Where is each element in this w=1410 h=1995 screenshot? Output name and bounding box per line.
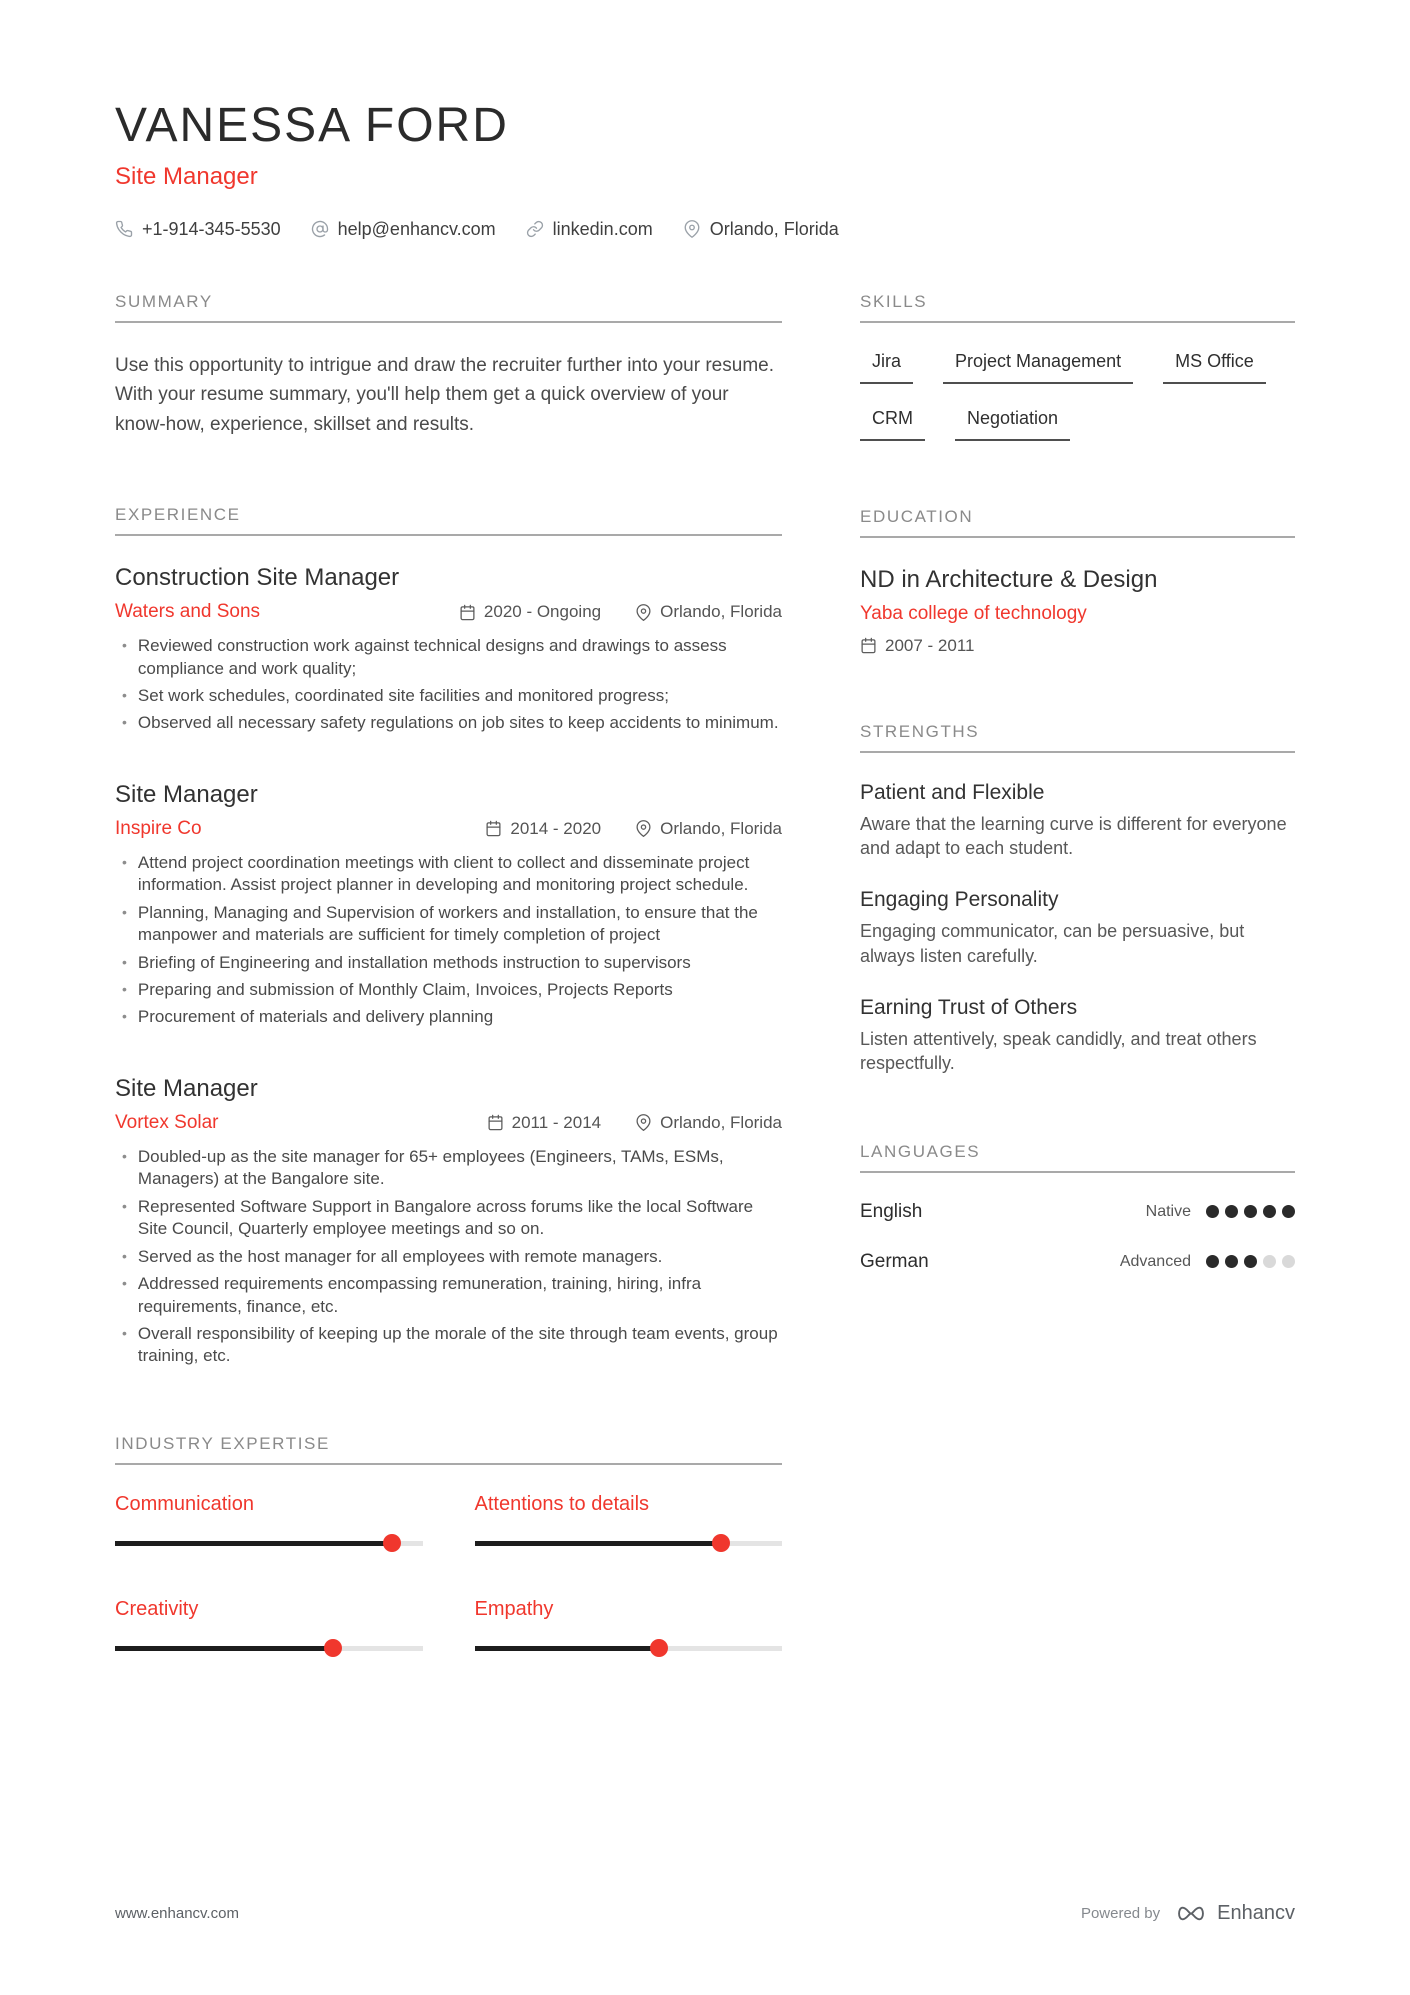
bullet-marker: • — [122, 686, 127, 703]
job-dates-text: 2020 - Ongoing — [483, 602, 602, 622]
slider-handle — [712, 1534, 730, 1552]
slider-fill — [475, 1541, 721, 1546]
strength-item — [860, 996, 1295, 1076]
language-dots — [1206, 1255, 1295, 1268]
job-location-text: Orlando, Florida — [660, 818, 782, 838]
level-dot — [1263, 1255, 1276, 1268]
experience-section — [115, 505, 782, 1368]
education-degree: ND in Architecture & Design — [860, 565, 1158, 593]
calendar-icon — [860, 637, 877, 654]
experience-heading: EXPERIENCE — [115, 505, 782, 536]
bullet-text: Represented Software Support in Bangalore across forums like the local Software Site Council, Quarterly employee meetings and so on. — [137, 1196, 754, 1239]
skill-item: Negotiation — [955, 408, 1070, 441]
job-bullet — [115, 1006, 782, 1028]
bullet-marker: • — [122, 1008, 127, 1025]
location-icon — [635, 820, 652, 837]
job-meta-row — [115, 601, 782, 623]
job-bullet — [115, 1146, 782, 1191]
summary-section — [115, 292, 782, 439]
job-company: Waters and Sons — [115, 601, 261, 623]
expertise-item — [115, 1598, 423, 1657]
job-bullet — [115, 979, 782, 1001]
skill-item: Jira — [860, 351, 913, 384]
language-item — [860, 1201, 1295, 1223]
link-text: linkedin.com — [552, 218, 653, 239]
resume-columns — [115, 292, 1295, 1657]
expertise-slider — [115, 1534, 423, 1552]
level-dot — [1225, 1255, 1238, 1268]
skills-heading: SKILLS — [860, 292, 1295, 323]
job-bullet — [115, 852, 782, 897]
bullet-text: Served as the host manager for all employees with remote managers. — [137, 1246, 663, 1266]
expertise-slider — [475, 1639, 783, 1657]
expertise-grid — [115, 1493, 782, 1657]
job-dates-text: 2014 - 2020 — [510, 818, 602, 838]
bullet-marker: • — [122, 637, 127, 654]
enhancv-logo-icon — [1174, 1903, 1208, 1924]
strengths-heading: STRENGTHS — [860, 722, 1295, 753]
location-icon — [635, 1114, 652, 1131]
strength-title: Engaging Personality — [860, 888, 1059, 912]
candidate-job-title: Site Manager — [115, 162, 258, 190]
powered-by-block — [1081, 1902, 1295, 1925]
resume-header — [115, 100, 1295, 240]
strength-title: Patient and Flexible — [860, 780, 1045, 804]
email-icon — [311, 220, 329, 238]
industry-expertise-section — [115, 1434, 782, 1657]
expertise-item — [475, 1493, 783, 1552]
strength-item — [860, 781, 1295, 861]
education-heading: EDUCATION — [860, 507, 1295, 538]
job-meta-row — [115, 1112, 782, 1134]
bullet-text: Doubled-up as the site manager for 65+ employees (Engineers, TAMs, ESMs, Managers) at the Bangalore site. — [137, 1146, 724, 1189]
phone-icon — [115, 220, 133, 238]
level-dot — [1263, 1205, 1276, 1218]
email-address: help@enhancv.com — [337, 218, 496, 239]
job-meta-row — [115, 818, 782, 840]
languages-section — [860, 1142, 1295, 1273]
slider-handle — [324, 1639, 342, 1657]
job-company: Vortex Solar — [115, 1111, 219, 1133]
strength-item — [860, 888, 1295, 968]
bullet-text: Briefing of Engineering and installation methods instruction to supervisors — [137, 952, 691, 972]
level-dot — [1282, 1255, 1295, 1268]
bullet-text: Attend project coordination meetings with client to collect and disseminate project information. Assist project planner in developing and monitoring project schedule. — [137, 852, 750, 895]
job-title: Construction Site Manager — [115, 564, 400, 592]
job-title: Site Manager — [115, 780, 258, 808]
skills-section — [860, 292, 1295, 441]
left-column — [115, 292, 782, 1657]
footer-site-link[interactable]: www.enhancv.com — [115, 1905, 239, 1922]
location-icon — [683, 220, 701, 238]
level-dot — [1225, 1205, 1238, 1218]
job-dates — [485, 819, 601, 839]
language-dots — [1206, 1205, 1295, 1218]
bullet-marker: • — [122, 903, 127, 920]
job-dates-text: 2011 - 2014 — [511, 1112, 602, 1132]
bullet-text: Reviewed construction work against technical designs and drawings to assess compliance and work quality; — [137, 636, 727, 678]
expertise-label: Creativity — [115, 1597, 199, 1620]
strength-text: Engaging communicator, can be persuasive, but always listen carefully. — [860, 921, 1245, 966]
strength-text: Listen attentively, speak candidly, and treat others respectfully. — [860, 1028, 1257, 1074]
location-icon — [635, 604, 652, 621]
language-level: Advanced — [1119, 1252, 1191, 1270]
experience-entry — [115, 781, 782, 1029]
bullet-text: Observed all necessary safety regulations on job sites to keep accidents to minimum. — [137, 713, 779, 733]
job-dates — [487, 1113, 601, 1133]
language-level: Native — [1145, 1202, 1191, 1220]
expertise-slider — [475, 1534, 783, 1552]
bullet-marker: • — [122, 714, 127, 731]
language-item — [860, 1251, 1295, 1273]
job-bullet — [115, 1273, 782, 1318]
calendar-icon — [485, 820, 502, 837]
expertise-label: Communication — [115, 1492, 254, 1515]
bullet-marker: • — [122, 1275, 127, 1292]
job-bullet — [115, 635, 782, 680]
level-dot — [1282, 1205, 1295, 1218]
right-column — [860, 292, 1295, 1657]
bullet-text: Preparing and submission of Monthly Claim, Invoices, Projects Reports — [137, 980, 673, 1000]
job-title: Site Manager — [115, 1074, 258, 1102]
enhancv-brand-link[interactable] — [1174, 1902, 1295, 1925]
skill-item: Project Management — [943, 351, 1133, 384]
skills-list — [860, 351, 1295, 441]
job-location-text: Orlando, Florida — [660, 602, 782, 622]
job-location — [635, 1113, 782, 1133]
job-bullet — [115, 902, 782, 947]
slider-handle — [383, 1534, 401, 1552]
job-bullet — [115, 1323, 782, 1368]
language-name: English — [860, 1200, 923, 1222]
bullet-text: Procurement of materials and delivery planning — [137, 1007, 494, 1027]
expertise-item — [115, 1493, 423, 1552]
strength-title: Earning Trust of Others — [860, 995, 1078, 1019]
level-dot — [1244, 1205, 1257, 1218]
education-dates — [860, 636, 1295, 656]
enhancv-wordmark: Enhancv — [1217, 1902, 1295, 1924]
location-text: Orlando, Florida — [709, 218, 839, 239]
industry-expertise-heading: INDUSTRY EXPERTISE — [115, 1434, 782, 1465]
slider-fill — [115, 1541, 392, 1546]
skill-item: CRM — [860, 408, 925, 441]
bullet-marker: • — [122, 1324, 127, 1341]
expertise-label: Attentions to details — [474, 1492, 650, 1515]
languages-heading: LANGUAGES — [860, 1142, 1295, 1173]
page-footer — [115, 1902, 1295, 1925]
language-name: German — [860, 1250, 929, 1272]
bullet-marker: • — [122, 1197, 127, 1214]
bullet-text: Overall responsibility of keeping up the morale of the site through team events, group training, etc. — [137, 1323, 778, 1366]
job-location — [635, 819, 782, 839]
bullet-text: Set work schedules, coordinated site facilities and monitored progress; — [137, 685, 669, 705]
phone-number: +1-914-345-5530 — [142, 218, 281, 239]
bullet-marker: • — [122, 1147, 127, 1164]
link-icon — [526, 220, 544, 238]
job-company: Inspire Co — [115, 817, 202, 839]
bullet-text: Planning, Managing and Supervision of workers and installation, to ensure that the manpower and materials are sufficient for timely completion of project — [137, 902, 758, 945]
bullet-marker: • — [122, 1247, 127, 1264]
link-contact[interactable] — [526, 219, 653, 240]
slider-handle — [650, 1639, 668, 1657]
job-bullet — [115, 1196, 782, 1241]
expertise-item — [475, 1598, 783, 1657]
expertise-label: Empathy — [474, 1597, 554, 1620]
summary-heading: SUMMARY — [115, 292, 782, 323]
job-bullet — [115, 952, 782, 974]
education-dates-text: 2007 - 2011 — [885, 635, 975, 655]
education-section — [860, 507, 1295, 656]
experience-entry — [115, 564, 782, 735]
calendar-icon — [487, 1114, 504, 1131]
contact-row — [115, 219, 1295, 240]
level-dot — [1206, 1255, 1219, 1268]
candidate-name: VANESSA FORD — [115, 99, 509, 152]
level-dot — [1244, 1255, 1257, 1268]
bullet-marker: • — [122, 953, 127, 970]
slider-fill — [115, 1646, 333, 1651]
job-location — [635, 602, 782, 622]
slider-fill — [475, 1646, 660, 1651]
email-contact[interactable] — [311, 219, 496, 240]
level-dot — [1206, 1205, 1219, 1218]
calendar-icon — [459, 604, 476, 621]
job-bullet — [115, 712, 782, 734]
bullet-marker: • — [122, 981, 127, 998]
powered-by-label: Powered by — [1080, 1905, 1161, 1922]
job-dates — [459, 602, 601, 622]
phone-contact[interactable] — [115, 219, 281, 240]
experience-entry — [115, 1075, 782, 1368]
job-bullet — [115, 1246, 782, 1268]
bullet-marker: • — [122, 853, 127, 870]
skill-item: MS Office — [1163, 351, 1266, 384]
strength-text: Aware that the learning curve is different for everyone and adapt to each student. — [860, 813, 1287, 859]
summary-text: Use this opportunity to intrigue and draw the recruiter further into your resume. With your resume summary, you'll help them get a quick overview of your know-how, experience, skillset and results. — [115, 354, 774, 435]
expertise-slider — [115, 1639, 423, 1657]
location-contact[interactable] — [683, 219, 839, 240]
strengths-section — [860, 722, 1295, 1076]
bullet-text: Addressed requirements encompassing remuneration, training, hiring, infra requirements, finance, etc. — [137, 1274, 702, 1316]
job-location-text: Orlando, Florida — [660, 1112, 782, 1132]
job-bullet — [115, 685, 782, 707]
education-school: Yaba college of technology — [860, 602, 1087, 624]
